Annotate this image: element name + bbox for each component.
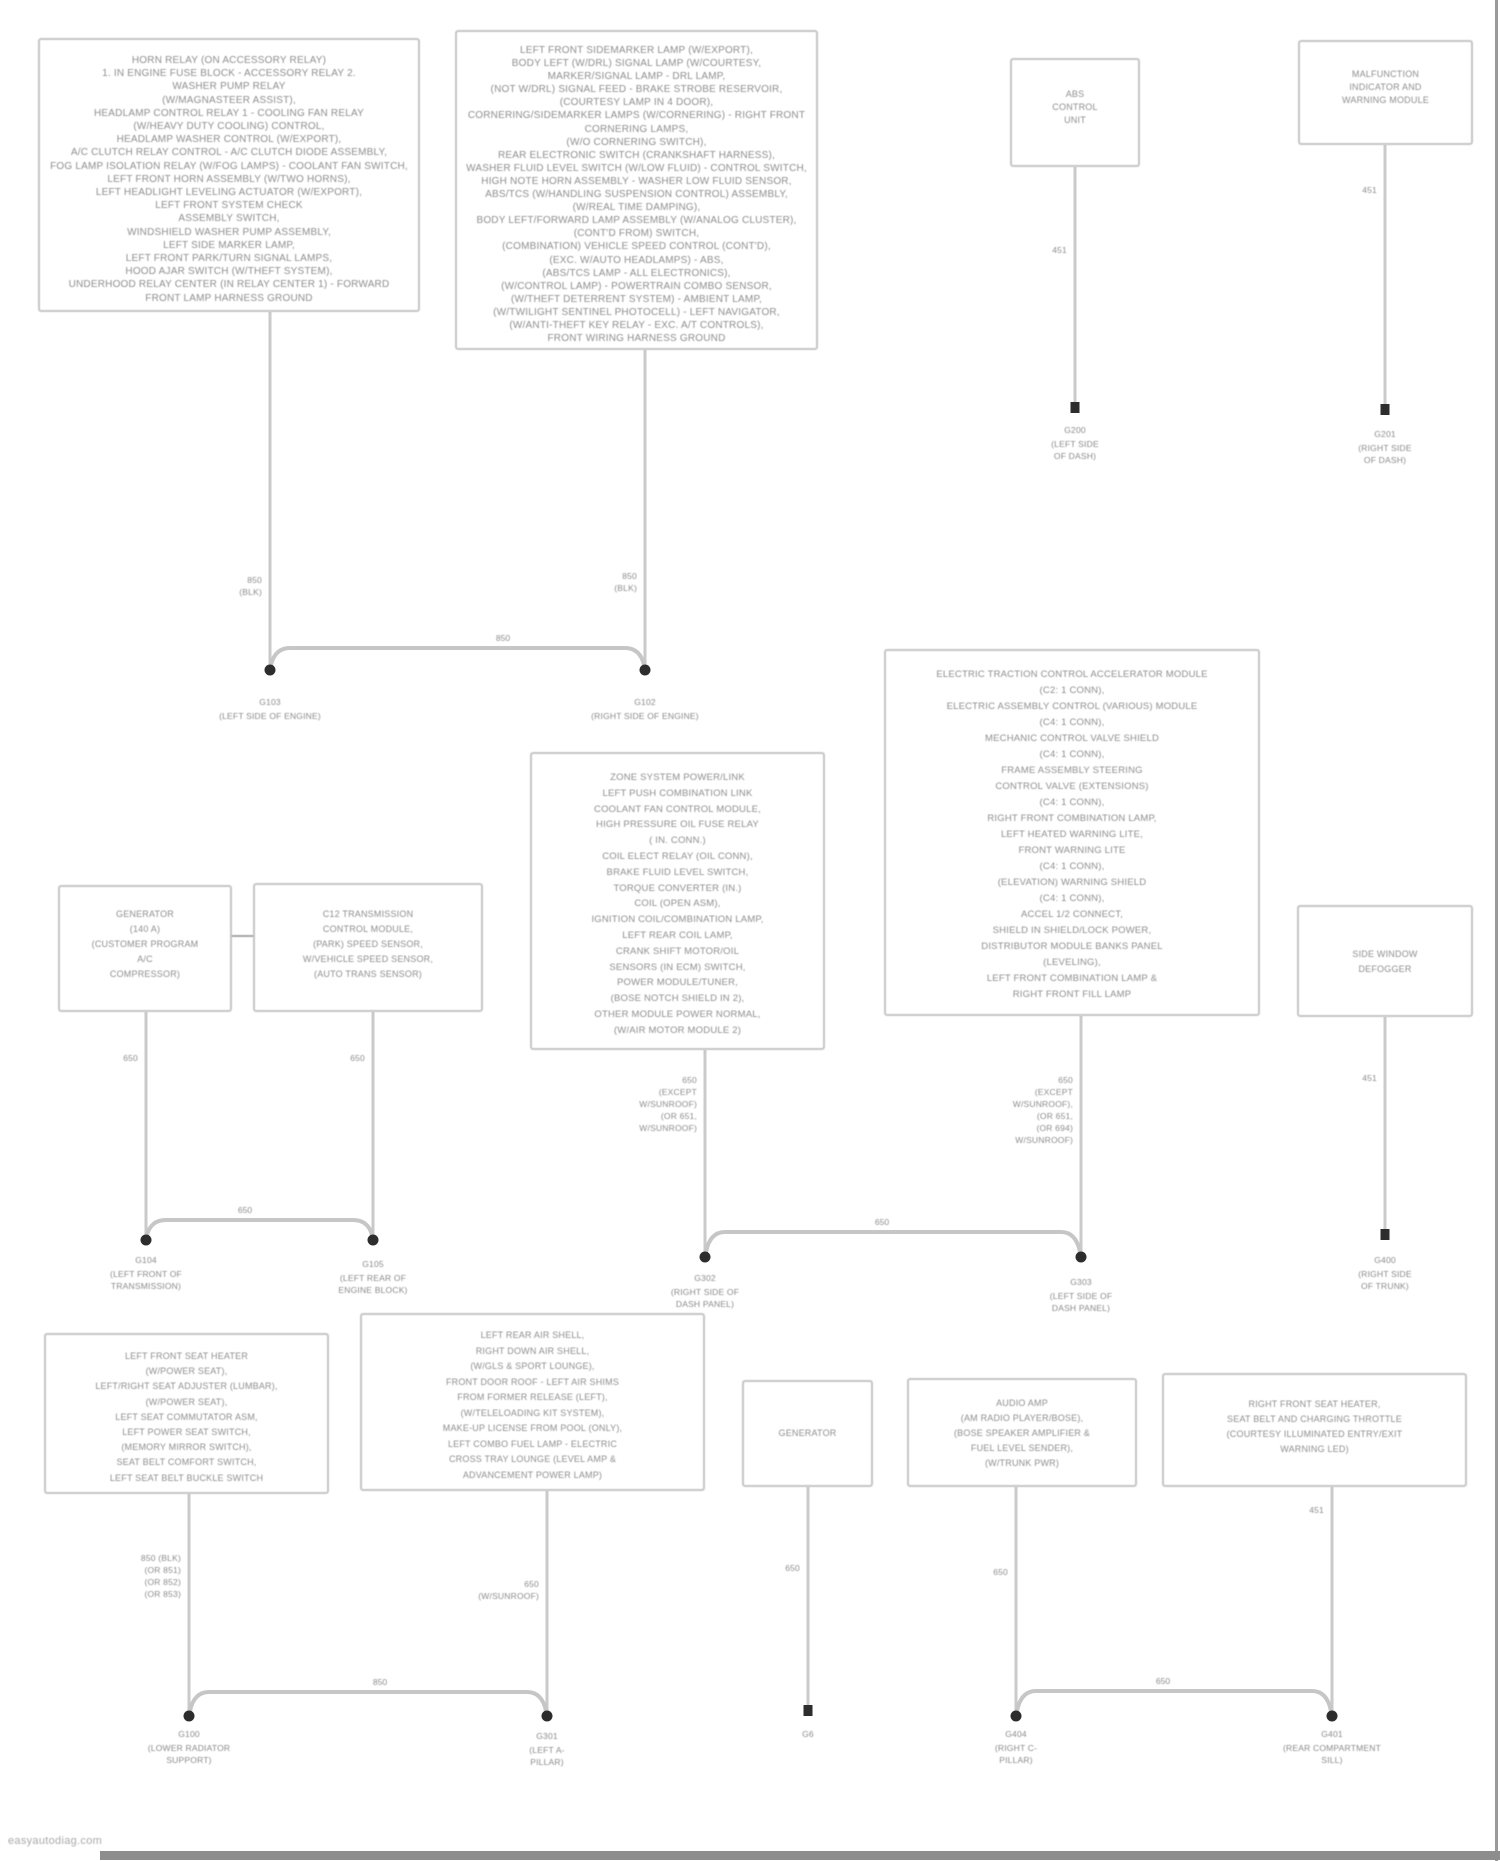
ground-label-g105: G105 (LEFT REAR OF ENGINE BLOCK) bbox=[338, 1259, 408, 1295]
component-box-traction-control-group: ELECTRIC TRACTION CONTROL ACCELERATOR MODULE (C2: 1 CONN), ELECTRIC ASSEMBLY CONTROL (VARIOUS) MODULE (C4: 1 CONN), MECHANIC CONTROL VALVE SHIELD (C4: 1 CONN), FRAME ASSEMBLY STEERING CONTROL VALVE (EXTENSIONS) (C4: 1 CONN), RIGHT FRONT COMBINATION LAMP, LEFT HEATED WARNING LITE, FRONT WARNING LITE (C4: 1 CONN), (ELEVATION) WARNING SHIELD (C4: 1 CONN), ACCEL 1/2 CONNECT, SHIELD IN SHIELD/LOCK POWER, DISTRIBUTOR MODULE BANKS PANEL (LEVELING), LEFT FRONT COMBINATION LAMP & RIGHT FRONT FILL LAMP bbox=[884, 649, 1260, 1016]
component-box-rear-body-group: LEFT REAR AIR SHELL, RIGHT DOWN AIR SHELL, (W/GLS & SPORT LOUNGE), FRONT DOOR ROOF - LEFT AIR SHIMS FROM FORMER RELEASE (LEFT), (W/TELELOADING KIT SYSTEM), MAKE-UP LICENSE FROM POOL (ONLY), LEFT COMBO FUEL LAMP - ELECTRIC CROSS TRAY LOUNGE (LEVEL AMP & ADVANCEMENT POWER LAMP) bbox=[360, 1313, 705, 1491]
bus-label-650-mid-right: 650 bbox=[874, 1217, 890, 1227]
ground-label-g301: G301 (LEFT A- PILLAR) bbox=[529, 1731, 565, 1767]
bus-label-650-bottom-right: 650 bbox=[1155, 1676, 1171, 1686]
wire-label-850-a: 850 (BLK) bbox=[239, 575, 262, 597]
component-box-forward-lamps-left: HORN RELAY (ON ACCESSORY RELAY) 1. IN ENGINE FUSE BLOCK - ACCESSORY RELAY 2. WASHER PUMP RELAY (W/MAGNASTEER ASSIST), HEADLAMP CONTROL RELAY 1 - COOLING FAN RELAY (W/HEAVY DUTY COOLING) CONTROL, HEADLAMP WASHER CONTROL (W/EXPORT), A/C CLUTCH RELAY CONTROL - A/C CLUTCH DIODE ASSEMBLY, FOG LAMP ISOLATION RELAY (W/FOG LAMPS) - COOLANT FAN SWITCH, LEFT FRONT HORN ASSEMBLY (W/TWO HORNS), LEFT HEADLIGHT LEVELING ACTUATOR (W/EXPORT), LEFT FRONT SYSTEM CHECK ASSEMBLY SWITCH, WINDSHIELD WASHER PUMP ASSEMBLY, LEFT SIDE MARKER LAMP, LEFT FRONT PARK/TURN SIGNAL LAMPS, HOOD AJAR SWITCH (W/THEFT SYSTEM), UNDERHOOD RELAY CENTER (IN RELAY CENTER 1) - FORWARD FRONT LAMP HARNESS GROUND bbox=[38, 38, 420, 312]
junction-dot-g5 bbox=[141, 1235, 152, 1246]
junction-dot-g13 bbox=[1011, 1711, 1022, 1722]
ground-terminal-g4 bbox=[1381, 404, 1390, 415]
wire-label-650-h: 650 (EXCEPT W/SUNROOF), (OR 651, (OR 694) W/SUNROOF) bbox=[1012, 1075, 1073, 1145]
wire-label-650-g: 650 (EXCEPT W/SUNROOF) (OR 651, W/SUNROOF) bbox=[639, 1075, 697, 1133]
wire-label-451-c: 451 bbox=[1052, 245, 1067, 255]
component-box-forward-lamps-right: LEFT FRONT SIDEMARKER LAMP (W/EXPORT), BODY LEFT (W/DRL) SIGNAL LAMP (W/COURTESY, MARKER/SIGNAL LAMP - DRL LAMP, (NOT W/DRL) SIGNAL FEED - BRAKE STROBE RESERVOIR, (COURTESY LAMP IN 4 DOOR), CORNERING/SIDEMARKER LAMPS (W/CORNERING) - RIGHT FRONT CORNERING LAMPS, (W/O CORNERING SWITCH), REAR ELECTRONIC SWITCH (CRANKSHAFT HARNESS), WASHER FLUID LEVEL SWITCH (W/LOW FLUID) - CONTROL SWITCH, HIGH NOTE HORN ASSEMBLY - WASHER LOW FLUID SENSOR, ABS/TCS (W/HANDLING SUSPENSION CONTROL) ASSEMBLY, (W/REAL TIME DAMPING), BODY LEFT/FORWARD LAMP ASSEMBLY (W/ANALOG CLUSTER), (CONT'D FROM) SWITCH, (COMBINATION) VEHICLE SPEED CONTROL (CONT'D), (EXC. W/AUTO HEADLAMPS) - ABS, (ABS/TCS LAMP - ALL ELECTRONICS), (W/CONTROL LAMP) - POWERTRAIN COMBO SENSOR, (W/THEFT DETERRENT SYSTEM) - AMBIENT LAMP, (W/TWILIGHT SENTINEL PHOTOCELL) - LEFT NAVIGATOR, (W/ANTI-THEFT KEY RELAY - EXC. A/T CONTROLS), FRONT WIRING HARNESS GROUND bbox=[455, 30, 818, 350]
watermark-text: easyautodiag.com bbox=[8, 1835, 103, 1847]
ground-bus-4 bbox=[190, 1692, 546, 1711]
wire-label-850-b: 850 (BLK) bbox=[614, 571, 637, 593]
junction-dot-g14 bbox=[1327, 1711, 1338, 1722]
component-box-engine-dash-group: ZONE SYSTEM POWER/LINK LEFT PUSH COMBINATION LINK COOLANT FAN CONTROL MODULE, HIGH PRESSURE OIL FUSE RELAY ( IN. CONN.) COIL ELECT RELAY (OIL CONN), BRAKE FLUID LEVEL SWITCH, TORQUE CONVERTER (IN.) COIL (OPEN ASM), IGNITION COIL/COMBINATION LAMP, LEFT REAR COIL LAMP, CRANK SHIFT MOTOR/OIL SENSORS (IN ECM) SWITCH, POWER MODULE/TUNER, (BOSE NOTCH SHIELD IN 2), OTHER MODULE POWER NORMAL, (W/AIR MOTOR MODULE 2) bbox=[530, 752, 825, 1050]
junction-dot-g10 bbox=[184, 1711, 195, 1722]
junction-dot-g6 bbox=[368, 1235, 379, 1246]
wire-label-650-f: 650 bbox=[350, 1053, 365, 1063]
wire-label-650-l: 650 (W/SUNROOF) bbox=[478, 1579, 539, 1601]
component-box-right-seat-group: RIGHT FRONT SEAT HEATER, SEAT BELT AND CHARGING THROTTLE (COURTESY ILLUMINATED ENTRY/EXIT WARNING LED) bbox=[1162, 1373, 1467, 1487]
ground-label-g103: G103 (LEFT SIDE OF ENGINE) bbox=[219, 697, 321, 721]
wire-label-650-k: 650 bbox=[785, 1563, 800, 1573]
wire-label-650-e: 650 bbox=[123, 1053, 138, 1063]
junction-dot-g8 bbox=[1076, 1252, 1087, 1263]
ground-bus-3 bbox=[706, 1232, 1080, 1252]
component-box-side-window-defogger: SIDE WINDOW DEFOGGER bbox=[1297, 905, 1473, 1017]
wire-label-850-j: 850 (BLK) (OR 851) (OR 852) (OR 853) bbox=[140, 1553, 181, 1599]
page-right-edge-line bbox=[1495, 0, 1498, 1861]
ground-label-g6: G6 bbox=[802, 1729, 814, 1739]
ground-label-g200: G200 (LEFT SIDE OF DASH) bbox=[1051, 425, 1099, 461]
wire-label-451-i: 451 bbox=[1362, 1073, 1377, 1083]
ground-label-g404: G404 (RIGHT C- PILLAR) bbox=[994, 1729, 1038, 1765]
bus-label-650-mid-left: 650 bbox=[237, 1205, 253, 1215]
component-box-malfunction-indicator: MALFUNCTION INDICATOR AND WARNING MODULE bbox=[1298, 40, 1473, 145]
ground-terminal-g3 bbox=[1071, 402, 1080, 413]
ground-label-g303: G303 (LEFT SIDE OF DASH PANEL) bbox=[1049, 1277, 1113, 1313]
ground-bus-2 bbox=[147, 1220, 372, 1235]
page-bottom-bar bbox=[100, 1851, 1500, 1860]
junction-dot-g7 bbox=[700, 1252, 711, 1263]
component-box-generator: GENERATOR (140 A) (CUSTOMER PROGRAM A/C COMPRESSOR) bbox=[58, 885, 232, 1012]
ground-label-g400: G400 (RIGHT SIDE OF TRUNK) bbox=[1358, 1255, 1412, 1291]
ground-label-g100: G100 (LOWER RADIATOR SUPPORT) bbox=[147, 1729, 231, 1765]
ground-terminal-g9 bbox=[1381, 1229, 1390, 1240]
ground-label-g102: G102 (RIGHT SIDE OF ENGINE) bbox=[591, 697, 699, 721]
component-box-transmission-control: C12 TRANSMISSION CONTROL MODULE, (PARK) SPEED SENSOR, W/VEHICLE SPEED SENSOR, (AUTO TRANS SENSOR) bbox=[253, 883, 483, 1012]
bus-label-850-bottom-left: 850 bbox=[372, 1677, 388, 1687]
ground-label-g104: G104 (LEFT FRONT OF TRANSMISSION) bbox=[110, 1255, 182, 1291]
junction-dot-g2 bbox=[640, 665, 651, 676]
ground-label-g401: G401 (REAR COMPARTMENT SILL) bbox=[1282, 1729, 1381, 1765]
junction-dot-g1 bbox=[265, 665, 276, 676]
ground-terminal-g12 bbox=[804, 1705, 813, 1716]
bus-label-850-top: 850 bbox=[495, 633, 511, 643]
component-box-abs-control-unit: ABS CONTROL UNIT bbox=[1010, 58, 1140, 167]
component-box-left-seat-group: LEFT FRONT SEAT HEATER (W/POWER SEAT), LEFT/RIGHT SEAT ADJUSTER (LUMBAR), (W/POWER SEAT), LEFT SEAT COMMUTATOR ASM, LEFT POWER SEAT SWITCH, (MEMORY MIRROR SWITCH), SEAT BELT COMFORT SWITCH, LEFT SEAT BELT BUCKLE SWITCH bbox=[44, 1333, 329, 1494]
junction-dot-g11 bbox=[542, 1711, 553, 1722]
ground-label-g201: G201 (RIGHT SIDE OF DASH) bbox=[1358, 429, 1412, 465]
component-box-audio-amp: AUDIO AMP (AM RADIO PLAYER/BOSE), (BOSE SPEAKER AMPLIFIER & FUEL LEVEL SENDER), (W/TRUNK PWR) bbox=[907, 1378, 1137, 1487]
wire-label-650-l2: 650 bbox=[993, 1567, 1008, 1577]
wire-label-451-d: 451 bbox=[1362, 185, 1377, 195]
ground-label-g302: G302 (RIGHT SIDE OF DASH PANEL) bbox=[670, 1273, 740, 1309]
ground-bus-5 bbox=[1017, 1691, 1331, 1711]
ground-bus-1 bbox=[271, 648, 644, 665]
component-box-generator-2: GENERATOR bbox=[742, 1380, 873, 1487]
wire-label-451-m: 451 bbox=[1309, 1505, 1324, 1515]
